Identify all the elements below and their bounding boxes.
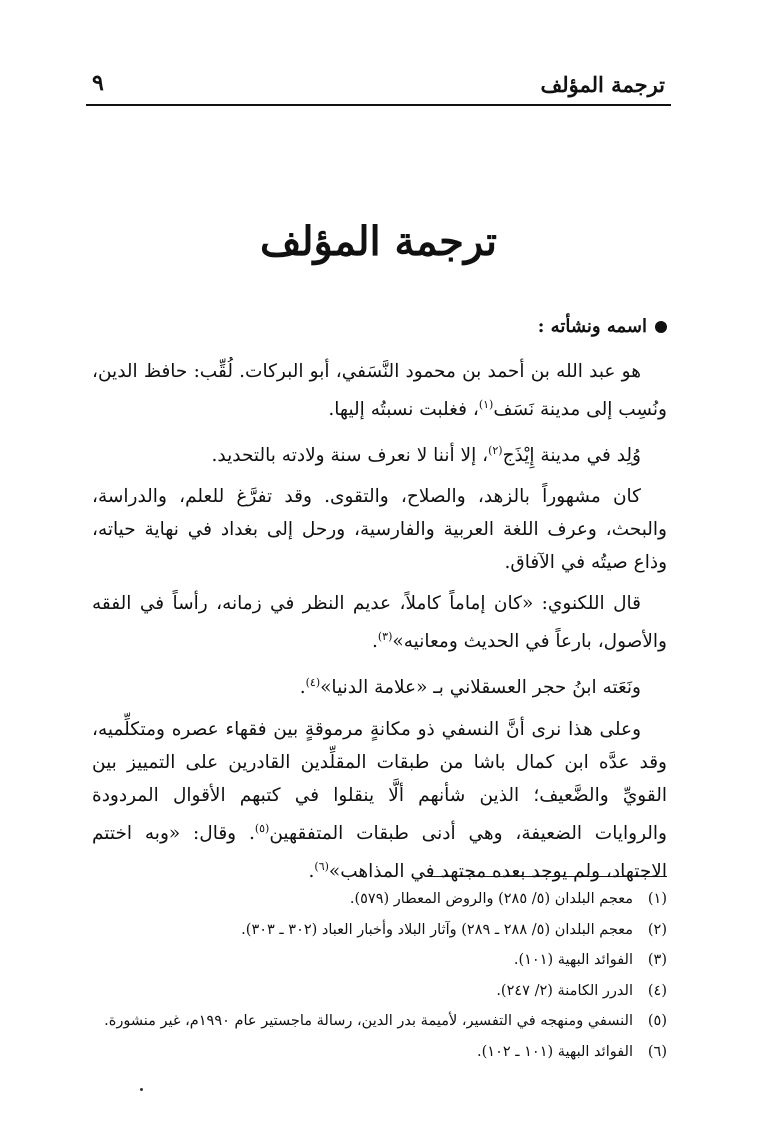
footnote-item bbox=[92, 1037, 667, 1068]
paragraph bbox=[92, 434, 667, 472]
paragraph-text: . bbox=[299, 677, 306, 699]
paragraph bbox=[92, 713, 667, 888]
footnote-ref: (٢) bbox=[488, 444, 503, 458]
paragraph-text: . bbox=[308, 860, 315, 882]
footnote-ref: (٦) bbox=[314, 859, 329, 873]
footnote-ref: (٣) bbox=[377, 630, 393, 644]
paragraph-text: ونَعَته ابنُ حجر العسقلاني بـ «علامة الدنيا» bbox=[320, 677, 641, 699]
footnote-number: (٥) bbox=[647, 1013, 667, 1029]
footnote-number: (١) bbox=[647, 891, 667, 907]
footnote-number: (٦) bbox=[647, 1043, 667, 1060]
footnote-item bbox=[92, 1006, 667, 1037]
paragraph bbox=[92, 480, 667, 579]
chapter-title: ترجمة المؤلف bbox=[259, 218, 498, 265]
paragraph-text: . bbox=[371, 631, 378, 653]
header-divider bbox=[86, 104, 671, 106]
paragraph-text: وُلِد في مدينة إِيْذَج bbox=[502, 445, 641, 467]
footnote-item bbox=[92, 915, 667, 946]
footnote-item bbox=[92, 884, 667, 915]
footnotes bbox=[92, 884, 667, 1067]
footnote-number: (٢) bbox=[647, 921, 667, 938]
paragraph bbox=[92, 666, 667, 704]
footnote-text: النسفي ومنهجه في التفسير، لأميمة بدر الدين، رسالة ماجستير عام ١٩٩٠م، غير منشورة. bbox=[104, 1013, 633, 1029]
footnote-text: الفوائد البهية (١٠١ ـ ١٠٢). bbox=[477, 1043, 633, 1060]
paragraph bbox=[92, 355, 667, 426]
body-text bbox=[92, 355, 667, 896]
paragraph-text: هو عبد الله بن أحمد بن محمود النَّسَفي، أبو البركات. لُقِّب: حافظ الدين، ونُسِب إلى مدينة نَسَف bbox=[92, 361, 667, 421]
paragraph bbox=[92, 587, 667, 658]
paragraph-text: وعلى هذا نرى أنَّ النسفي ذو مكانةٍ مرموقةٍ بين فقهاء عصره ومتكلِّميه، وقد عدَّه ابن كمال باشا من طبقات المقلِّدين القادرين على التمييز بين القويِّ والضَّعيف؛ الذين شأنهم ألَّا ينقلوا في كتبهم الأقوال المردودة والروايات الضعيفة، وهي أدنى طبقات المتفقهين bbox=[92, 718, 667, 844]
paragraph-text: ، فغلبت نسبتُه إليها. bbox=[328, 399, 479, 421]
paragraph-text: قال اللكنوي: «كان إماماً كاملاً، عديم النظر في زمانه، رأساً في الفقه والأصول، بارعاً في الحديث ومعانيه» bbox=[92, 593, 667, 653]
section-heading bbox=[538, 316, 667, 337]
paragraph-text: كان مشهوراً بالزهد، والصلاح، والتقوى. وقد تفرَّغ للعلم، والدراسة، والبحث، وعرف اللغة العربية والفارسية، ورحل إلى بغداد في نهاية حياته، وذاع صيتُه في الآفاق. bbox=[92, 486, 667, 574]
footnote-item bbox=[92, 945, 667, 976]
footnote-ref: (٥) bbox=[254, 821, 270, 835]
page-number: ٩ bbox=[92, 70, 104, 96]
footnote-text: معجم البلدان (٥/ ٢٨٨ ـ ٢٨٩) وآثار البلاد وأخبار العباد (٣٠٢ ـ ٣٠٣). bbox=[241, 921, 633, 938]
footnote-text: معجم البلدان (٥/ ٢٨٥) والروض المعطار (٥٧٩). bbox=[349, 891, 633, 907]
footnote-divider bbox=[427, 876, 667, 877]
footnote-item bbox=[92, 976, 667, 1007]
footnote-text: الدرر الكامنة (٢/ ٢٤٧). bbox=[496, 982, 633, 999]
footnote-text: الفوائد البهية (١٠١). bbox=[513, 952, 633, 968]
footnote-ref: (١) bbox=[478, 398, 494, 411]
footnote-ref: (٤) bbox=[305, 676, 321, 690]
running-header-title: ترجمة المؤلف bbox=[540, 72, 665, 97]
paragraph-text: . وقال: «وبه اختتم الاجتهاد، ولم يوجد بعده مجتهد في المذاهب» bbox=[92, 822, 667, 882]
footnote-number: (٣) bbox=[647, 952, 667, 968]
scan-speck bbox=[140, 1088, 143, 1091]
paragraph-text: ، إلا أننا لا نعرف سنة ولادته بالتحديد. bbox=[211, 445, 489, 467]
bullet-icon bbox=[655, 321, 667, 333]
footnote-number: (٤) bbox=[647, 982, 667, 999]
section-heading-text: اسمه ونشأته : bbox=[537, 316, 647, 337]
